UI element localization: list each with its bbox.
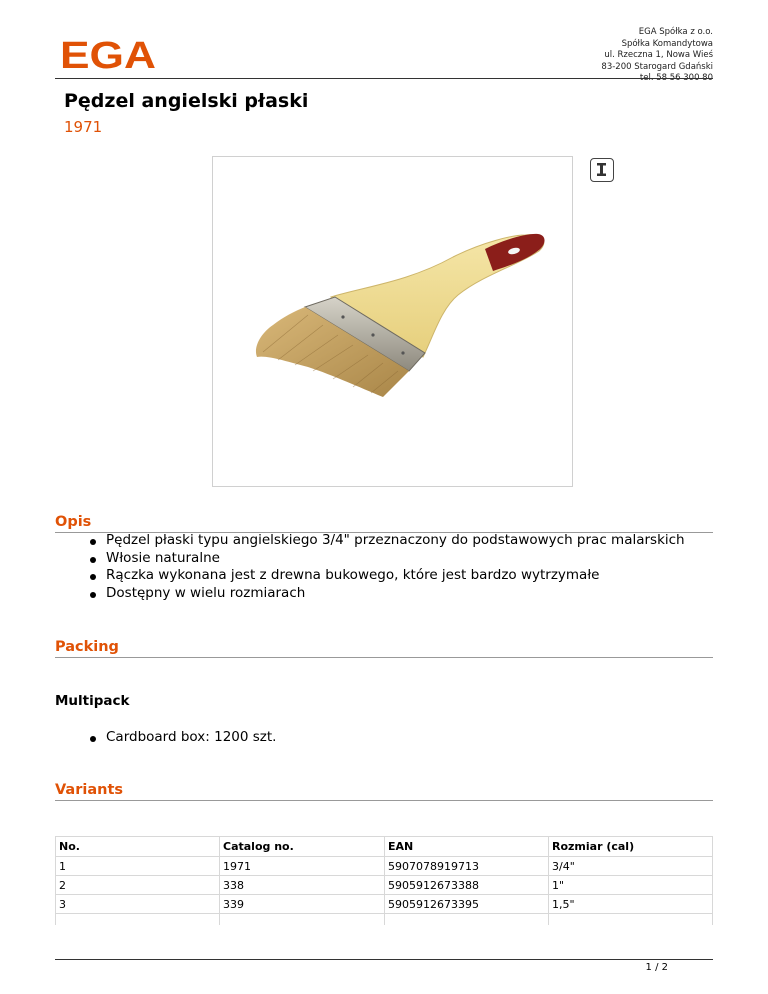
table-cell: 1971: [220, 857, 385, 876]
packing-list: [88, 729, 276, 747]
footer-divider: [55, 959, 713, 960]
company-line: EGA Spółka z o.o.: [638, 27, 713, 37]
column-rule: [712, 911, 713, 925]
company-line: Spółka Komandytowa: [621, 38, 713, 49]
catalog-number: 1971: [64, 118, 103, 136]
company-line: 83-200 Starogard Gdański: [601, 61, 713, 72]
list-item: Dostępny w wielu rozmiarach: [88, 585, 685, 603]
table-cell: 3/4": [549, 857, 713, 876]
ega-logo: [60, 36, 160, 72]
ega-logo-mark: [60, 36, 160, 72]
column-header: EAN: [385, 837, 549, 857]
table-row: [56, 876, 713, 895]
info-badge[interactable]: [590, 158, 614, 182]
table-cell: 338: [220, 876, 385, 895]
column-rule: [384, 911, 385, 925]
table-cell: 339: [220, 895, 385, 914]
table-cell: 5905912673395: [385, 895, 549, 914]
column-rule: [219, 911, 220, 925]
table-cell: 1,5": [549, 895, 713, 914]
table-cell: 1": [549, 876, 713, 895]
table-cell: 2: [56, 876, 220, 895]
product-image: [212, 156, 573, 487]
table-row: [56, 857, 713, 876]
list-item: Cardboard box: 1200 szt.: [88, 729, 276, 747]
list-item: Włosie naturalne: [88, 550, 685, 568]
page-number: 1 / 2: [645, 962, 668, 973]
column-rule: [55, 911, 56, 925]
section-heading-opis: Opis: [55, 513, 713, 533]
header-divider: [55, 78, 713, 79]
company-address: [493, 27, 713, 85]
table-cell: 5907078919713: [385, 857, 549, 876]
column-header: Rozmiar (cal): [549, 837, 713, 857]
company-line: ul. Rzeczna 1, Nowa Wieś: [604, 50, 713, 60]
section-heading-packing: Packing: [55, 638, 713, 658]
paint-brush-illustration: [213, 157, 572, 486]
table-cell: 5905912673388: [385, 876, 549, 895]
column-header: No.: [56, 837, 220, 857]
table-cell: 3: [56, 895, 220, 914]
product-title: Pędzel angielski płaski: [64, 90, 309, 112]
packing-subheading: Multipack: [55, 693, 130, 709]
table-header-row: [56, 837, 713, 857]
description-list: [88, 532, 685, 603]
table-continuation: [55, 911, 713, 925]
table-cell: 1: [56, 857, 220, 876]
list-item: Pędzel płaski typu angielskiego 3/4" przeznaczony do podstawowych prac malarskich: [88, 532, 685, 550]
section-heading-variants: Variants: [55, 781, 713, 801]
variants-table: [55, 836, 713, 914]
svg-text:EGA: EGA: [60, 36, 156, 72]
column-header: Catalog no.: [220, 837, 385, 857]
column-rule: [548, 911, 549, 925]
list-item: Rączka wykonana jest z drewna bukowego, które jest bardzo wytrzymałe: [88, 567, 685, 585]
company-line: tel. 58 56 300 80: [639, 73, 713, 83]
info-i-icon: [591, 159, 612, 180]
